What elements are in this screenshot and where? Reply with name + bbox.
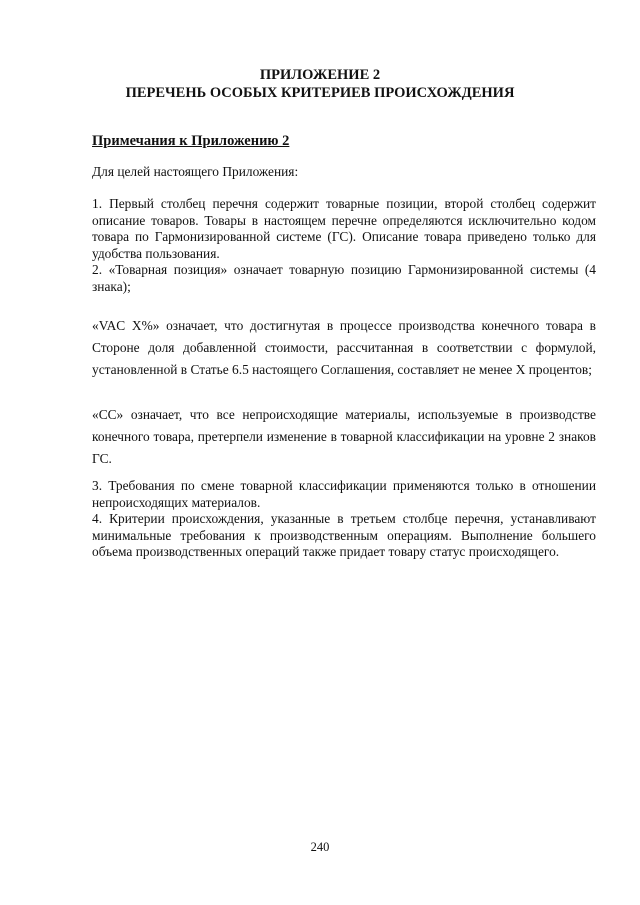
note-2: 2. «Товарная позиция» означает товарную позицию Гармонизированной системы (4 знака); — [92, 262, 596, 294]
appendix-title: ПРИЛОЖЕНИЕ 2 — [259, 67, 381, 83]
notes-1-2 — [92, 196, 596, 295]
note-4: 4. Критерии происхождения, указанные в третьем столбце перечня, устанавливают минимальные требования к производственным операциям. Выполнение большего объема производственных операций также придает товару статус происходящего. — [92, 511, 596, 559]
note-1: 1. Первый столбец перечня содержит товарные позиции, второй столбец содержит описание товаров. Товары в настоящем перечне определяются исключительно кодом товара по Гармонизированной системе (ГС). Описание товара приведено только для удобства пользования. — [92, 196, 596, 261]
cc-definition — [92, 404, 596, 470]
intro-paragraph — [92, 164, 596, 181]
cc-text: «CC» означает, что все непроисходящие материалы, используемые в производстве конечного товара, претерпели изменение в товарной классификации на уровне 2 знаков ГС. — [92, 407, 596, 466]
notes-3-4 — [92, 478, 596, 561]
appendix-subtitle: ПЕРЕЧЕНЬ ОСОБЫХ КРИТЕРИЕВ ПРОИСХОЖДЕНИЯ — [125, 85, 515, 101]
note-3: 3. Требования по смене товарной классификации применяются только в отношении непроисходящих материалов. — [92, 478, 596, 510]
vac-text: «VAC X%» означает, что достигнутая в процессе производства конечного товара в Стороне доля добавленной стоимости, рассчитанная в соответствии с формулой, установленной в Статье 6.5 настоящего Соглашения, составляет не менее X процентов; — [92, 318, 596, 377]
notes-heading: Примечания к Приложению 2 — [92, 133, 290, 149]
page-number: 240 — [310, 840, 330, 854]
intro-text: Для целей настоящего Приложения: — [92, 164, 299, 179]
vac-definition — [92, 315, 596, 381]
